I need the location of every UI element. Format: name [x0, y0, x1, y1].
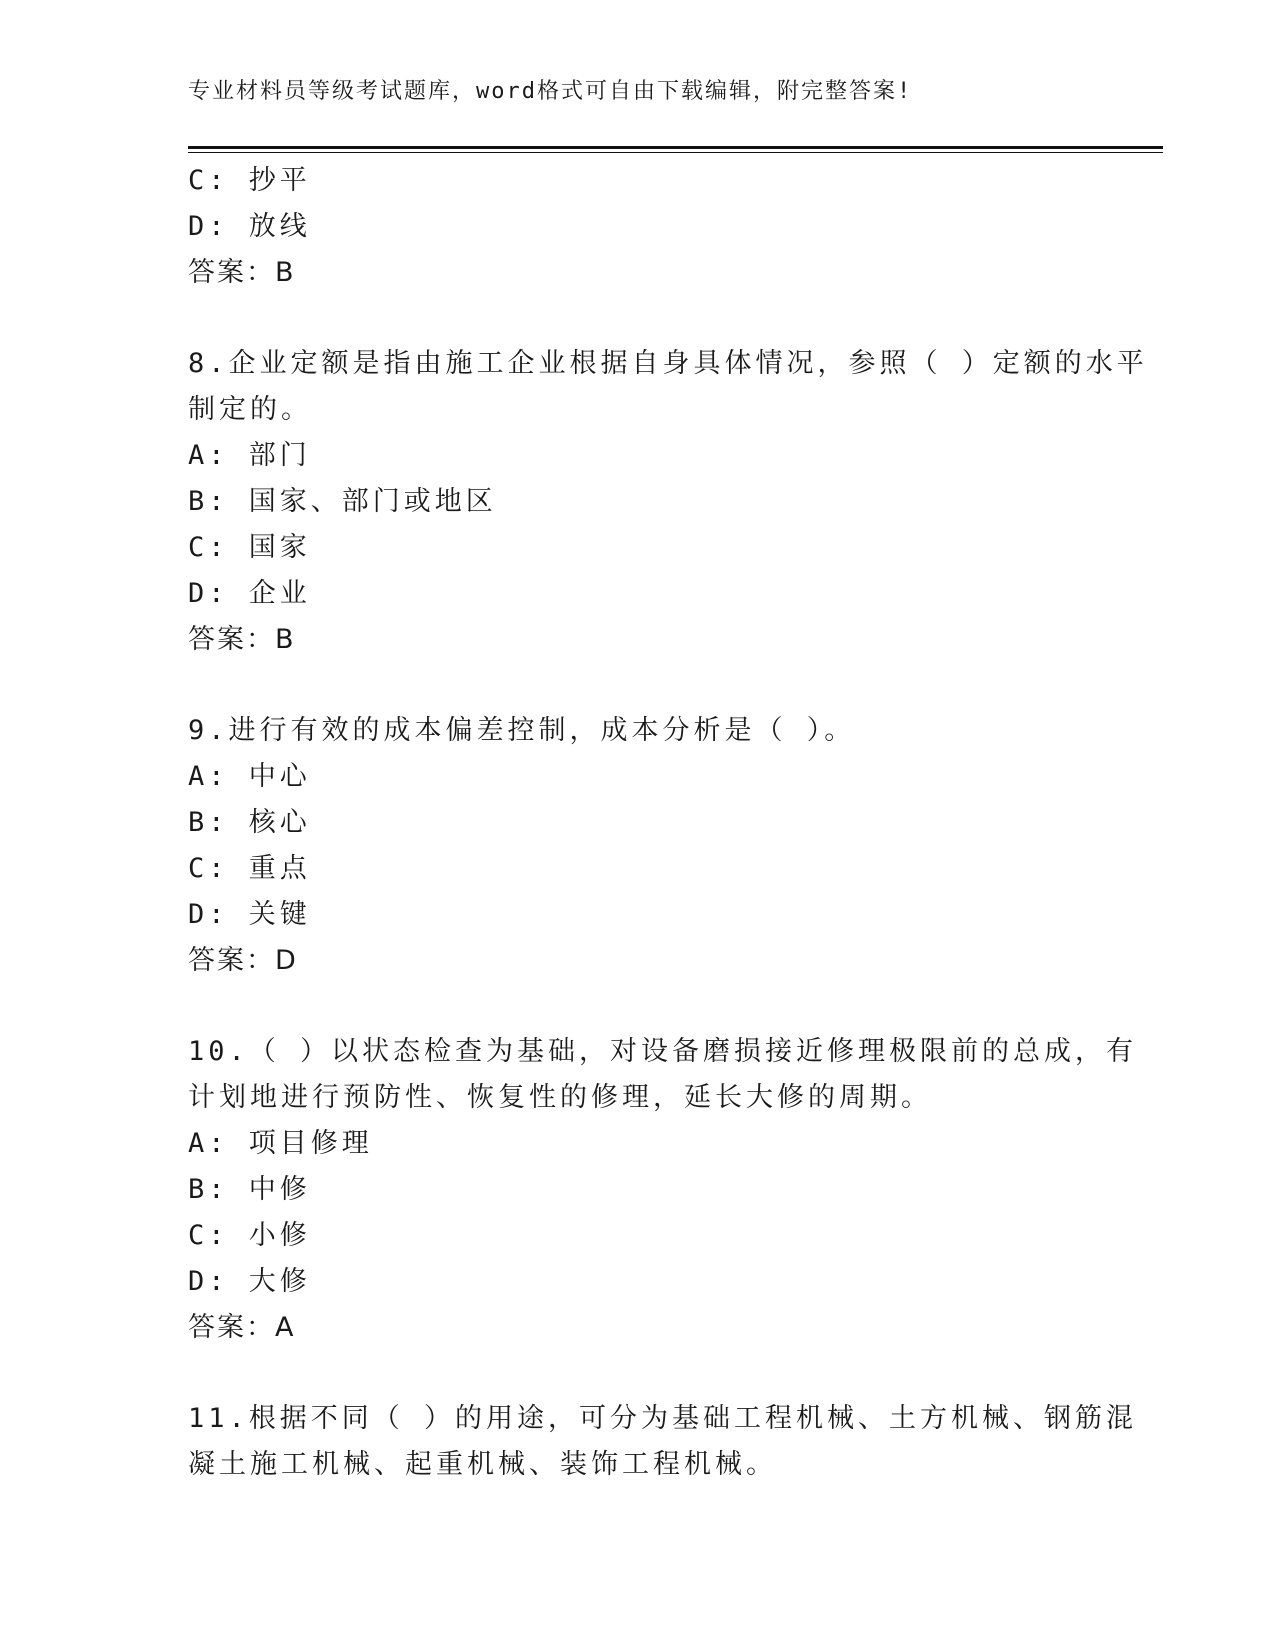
header-rule-thick: [188, 146, 1163, 149]
option-b: B: 核心: [188, 807, 311, 838]
option-b: B: 国家、部门或地区: [188, 486, 497, 517]
question-text: 制定的。: [188, 394, 312, 425]
question-text: 10.（ ）以状态检查为基础，对设备磨损接近修理极限前的总成，有: [188, 1036, 1138, 1067]
option-d: D: 关键: [188, 899, 311, 930]
question-9: [188, 708, 1088, 984]
question-10: [188, 1029, 1138, 1351]
question-text: 9.进行有效的成本偏差控制，成本分析是（ ）。: [188, 715, 856, 746]
option-c: C: 抄平: [188, 165, 311, 196]
answer-line: 答案：B: [188, 624, 296, 655]
answer-line: 答案：A: [188, 1312, 296, 1343]
question-text: 凝土施工机械、起重机械、装饰工程机械。: [188, 1449, 777, 1480]
option-d: D: 放线: [188, 211, 311, 242]
question-8: [188, 341, 1148, 663]
option-a: A: 项目修理: [188, 1128, 373, 1159]
question-text: 计划地进行预防性、恢复性的修理，延长大修的周期。: [188, 1082, 932, 1113]
option-a: A: 部门: [188, 440, 311, 471]
option-a: A: 中心: [188, 761, 311, 792]
option-c: C: 国家: [188, 532, 311, 563]
answer-line: 答案：D: [188, 945, 298, 976]
option-d: D: 大修: [188, 1266, 311, 1297]
question-11: [188, 1396, 1138, 1488]
option-b: B: 中修: [188, 1174, 311, 1205]
question-text: 11.根据不同（ ）的用途，可分为基础工程机械、土方机械、钢筋混: [188, 1403, 1138, 1434]
page-header: 专业材料员等级考试题库，word格式可自由下载编辑，附完整答案!: [188, 79, 913, 104]
option-c: C: 重点: [188, 853, 311, 884]
header-rule-thin: [188, 152, 1163, 153]
question-7-continued: [188, 158, 1088, 296]
answer-line: 答案：B: [188, 257, 296, 288]
question-content: [188, 158, 1148, 1488]
question-text: 8.企业定额是指由施工企业根据自身具体情况，参照（ ）定额的水平: [188, 348, 1148, 379]
option-c: C: 小修: [188, 1220, 311, 1251]
option-d: D: 企业: [188, 578, 311, 609]
